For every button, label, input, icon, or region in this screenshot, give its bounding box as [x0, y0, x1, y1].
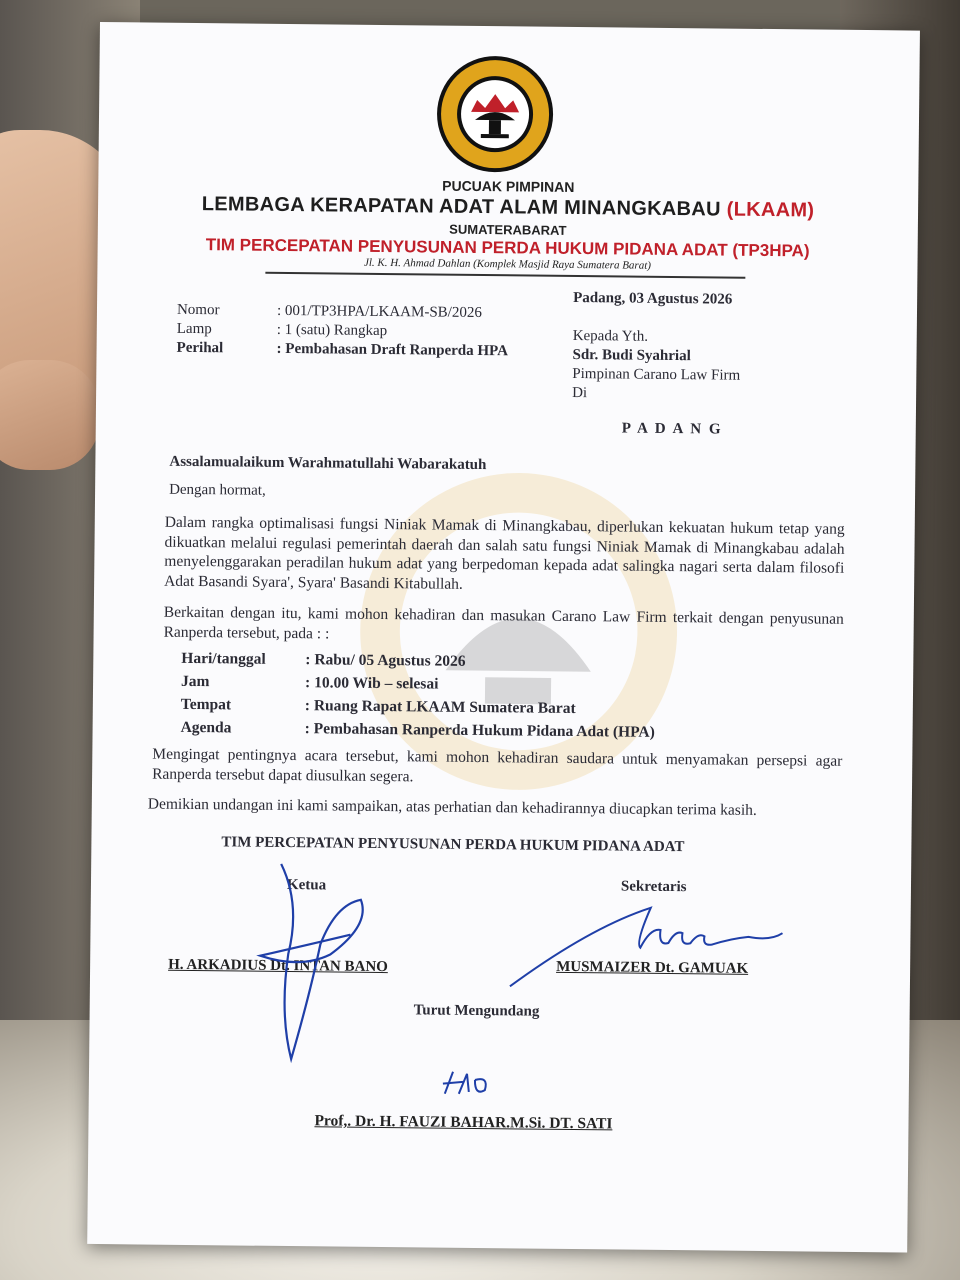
schedule-value: : Rabu/ 05 Agustus 2026 [305, 651, 466, 670]
nomor-label: Nomor [176, 301, 220, 319]
org-abbr: (LKAAM) [726, 198, 815, 222]
org-name-text: LEMBAGA KERAPATAN ADAT ALAM MINANGKABAU [201, 193, 721, 221]
schedule-label: Tempat [180, 695, 232, 714]
ketua-label: Ketua [286, 877, 327, 894]
ketua-signature [239, 844, 401, 1076]
holding-thumb [0, 360, 100, 470]
sekretaris-name: MUSMAIZER Dt. GAMUAK [556, 958, 749, 977]
lamp-value: : 1 (satu) Rangkap [276, 321, 388, 340]
recipient-di: Di [572, 384, 588, 402]
greeting: Assalamualaikum Warahmatullahi Wabarakatuh [169, 453, 487, 474]
recipient-name: Sdr. Budi Syahrial [572, 346, 691, 365]
recipient-block [572, 327, 741, 405]
lkaam-logo [434, 54, 555, 175]
opening: Dengan hormat, [169, 481, 266, 499]
perihal-value: : Pembahasan Draft Ranperda HPA [276, 340, 509, 360]
kepada-label: Kepada Yth. [572, 327, 649, 345]
schedule-value: : Pembahasan Ranperda Hukum Pidana Adat (HPA) [304, 720, 655, 741]
sekretaris-signature [500, 886, 801, 999]
team-title: TIM PERCEPATAN PENYUSUNAN PERDA HUKUM PIDANA ADAT (TP3HPA) [205, 235, 810, 261]
schedule-label: Agenda [180, 718, 232, 737]
org-region: SUMATERABARAT [449, 221, 567, 238]
meta-block [176, 301, 508, 361]
recipient-city: P A D A N G [621, 420, 723, 438]
org-address: Jl. K. H. Ahmad Dahlan (Komplek Masjid Raya Sumatera Barat) [363, 256, 652, 272]
turut-signature [439, 1066, 499, 1101]
signature-team-title: TIM PERCEPATAN PENYUSUNAN PERDA HUKUM PIDANA ADAT [221, 834, 685, 856]
letter-date: Padang, 03 Agustus 2026 [573, 289, 733, 308]
schedule-row [180, 716, 654, 744]
schedule-value: : 10.00 Wib – selesai [305, 674, 439, 693]
sekretaris-label: Sekretaris [620, 878, 687, 896]
lamp-label: Lamp [176, 320, 212, 338]
letter-paper [87, 22, 920, 1253]
schedule-value: : Ruang Rapat LKAAM Sumatera Barat [304, 697, 576, 718]
paragraph-1: Dalam rangka optimalisasi fungsi Niniak Mamak di Minangkabau, diperlukan kekuatan hukum tetap yang dikuatkan melalui regulasi pemerintah daerah dan salah satu fungsi Niniak Mamak di Minangkabau adalah menyelenggarakan peradilan hukum adat yang berpedoman kepada adat salingka nagari serta dalam filosofi Adat Basandi Syara', Syara' Basandi Kitabullah. [164, 513, 845, 593]
header-divider [265, 272, 745, 279]
perihal-label: Perihal [176, 339, 224, 357]
schedule [180, 647, 655, 744]
org-top-title: PUCUAK PIMPINAN [442, 177, 575, 195]
paragraph-4: Demikian undangan ini kami sampaikan, atas perhatian dan kehadirannya diucapkan terima kasih. [147, 795, 757, 819]
turut-name: Prof,. Dr. H. FAUZI BAHAR.M.Si. DT. SATI [314, 1112, 613, 1133]
schedule-label: Jam [181, 672, 210, 691]
ketua-name: H. ARKADIUS Dt. INTAN BANO [168, 956, 388, 976]
schedule-label: Hari/tanggal [181, 649, 266, 668]
paragraph-3: Mengingat pentingnya acara tersebut, kami mohon kehadiran saudara untuk menyamakan persepsi agar Ranperda tersebut dapat diusulkan segera. [152, 745, 843, 785]
paragraph-2: Berkaitan dengan itu, kami mohon kehadiran dan masukan Carano Law Firm terkait dengan penyusunan Ranperda tersebut, pada : : [163, 603, 844, 642]
nomor-value: : 001/TP3HPA/LKAAM-SB/2026 [276, 302, 482, 322]
recipient-position: Pimpinan Carano Law Firm [572, 365, 741, 384]
turut-label: Turut Mengundang [413, 1002, 540, 1020]
